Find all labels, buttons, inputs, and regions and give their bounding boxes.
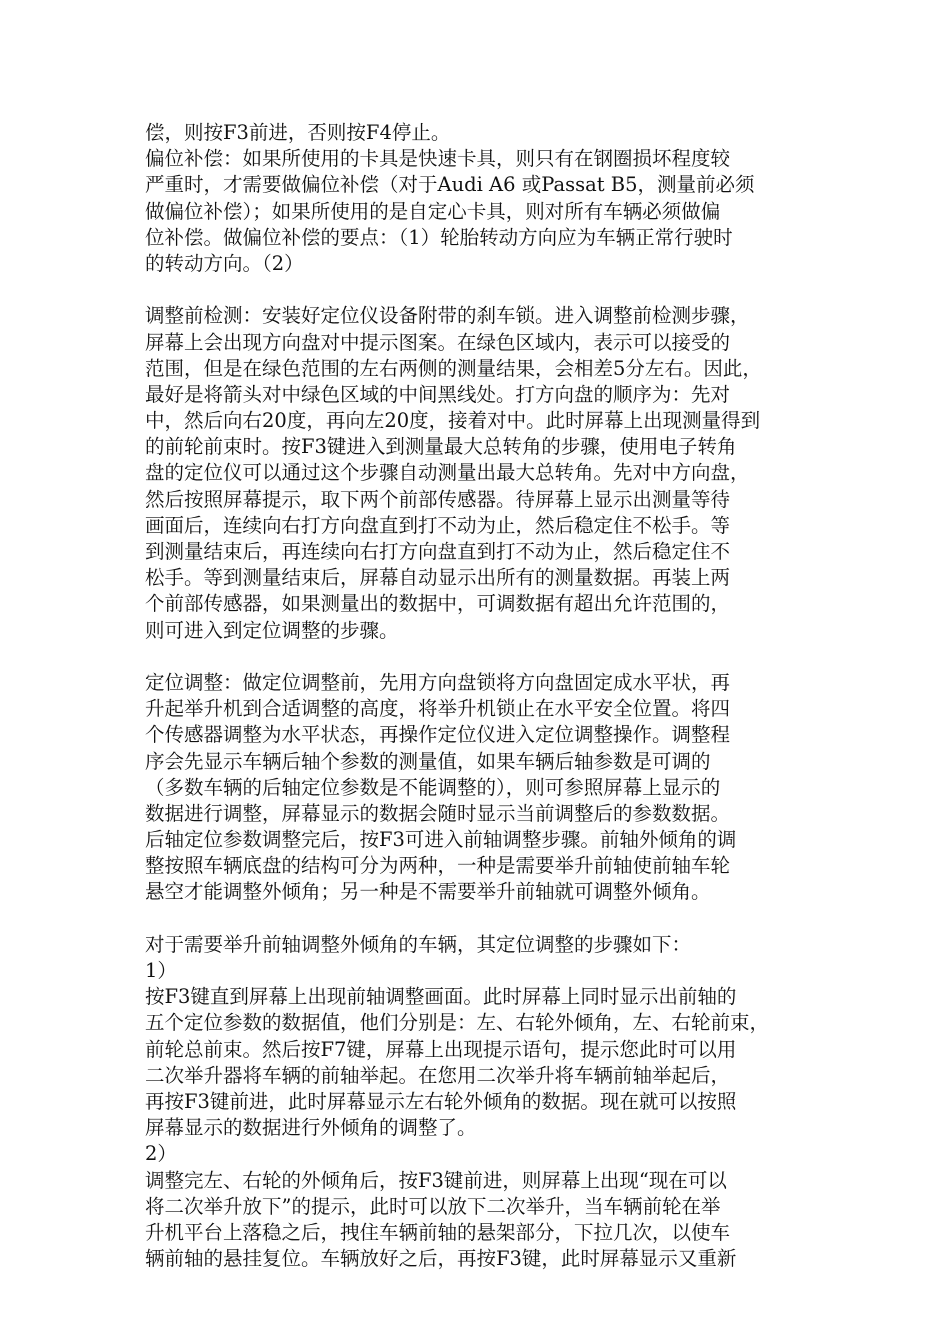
text-line: 最好是将箭头对中绿色区域的中间黑线处。打方向盘的顺序为：先对 <box>145 382 731 406</box>
text-line: 个传感器调整为水平状态，再操作定位仪进入定位调整操作。调整程 <box>145 723 731 747</box>
paragraph-1 <box>145 120 813 146</box>
paragraph-5 <box>145 932 813 1272</box>
text-line: 悬空才能调整外倾角；另一种是不需要举升前轴就可调整外倾角。 <box>145 880 711 904</box>
text-line: 五个定位参数的数据值，他们分别是：左、右轮外倾角，左、右轮前束， <box>145 1011 770 1035</box>
paragraph-4 <box>145 670 813 906</box>
text-line: 偏位补偿：如果所使用的卡具是快速卡具，则只有在钢圈损坏程度较 <box>145 147 731 171</box>
text-line: 2） <box>145 1142 177 1166</box>
text-line: 定位调整：做定位调整前，先用方向盘锁将方向盘固定成水平状，再 <box>145 670 731 694</box>
text-line: 整按照车辆底盘的结构可分为两种，一种是需要举升前轴使前轴车轮 <box>145 854 731 878</box>
text-line: 屏幕显示的数据进行外倾角的调整了。 <box>145 1116 477 1140</box>
paragraph-2 <box>145 146 813 277</box>
text-line: 二次举升器将车辆的前轴举起。在您用二次举升将车辆前轴举起后， <box>145 1063 731 1087</box>
text-line: （多数车辆的后轴定位参数是不能调整的），则可参照屏幕上显示的 <box>145 775 721 799</box>
text-line: 序会先显示车辆后轴个参数的测量值，如果车辆后轴参数是可调的 <box>145 749 711 773</box>
text-line: 盘的定位仪可以通过这个步骤自动测量出最大总转角。先对中方向盘， <box>145 461 750 485</box>
text-line: 则可进入到定位调整的步骤。 <box>145 618 399 642</box>
text-line: 按F3键直到屏幕上出现前轴调整画面。此时屏幕上同时显示出前轴的 <box>145 985 737 1009</box>
text-line: 升机平台上落稳之后，拽住车辆前轴的悬架部分，下拉几次，以使车 <box>145 1220 731 1244</box>
text-line: 辆前轴的悬挂复位。车辆放好之后，再按F3键，此时屏幕显示又重新 <box>145 1247 737 1271</box>
text-line: 的转动方向。（2） <box>145 251 304 275</box>
text-line: 的前轮前束时。按F3键进入到测量最大总转角的步骤，使用电子转角 <box>145 435 737 459</box>
text-line: 1） <box>145 959 177 982</box>
text-line: 做偏位补偿）；如果所使用的是自定心卡具，则对所有车辆必须做偏 <box>145 199 721 223</box>
text-line: 前轮总前束。然后按F7键，屏幕上出现提示语句，提示您此时可以用 <box>145 1037 737 1061</box>
text-line: 调整完左、右轮的外倾角后，按F3键前进，则屏幕上出现“现在可以 <box>145 1168 727 1192</box>
text-line: 松手。等到测量结束后，屏幕自动显示出所有的测量数据。再装上两 <box>145 566 731 590</box>
paragraph-gap <box>145 277 813 303</box>
text-line: 调整前检测：安装好定位仪设备附带的刹车锁。进入调整前检测步骤， <box>145 304 750 328</box>
text-line: 将二次举升放下”的提示，此时可以放下二次举升，当车辆前轮在举 <box>145 1194 721 1218</box>
text-line: 个前部传感器，如果测量出的数据中，可调数据有超出允许范围的， <box>145 592 731 616</box>
text-line: 位补偿。做偏位补偿的要点：（1）轮胎转动方向应为车辆正常行驶时 <box>145 225 733 249</box>
text-line: 对于需要举升前轴调整外倾角的车辆，其定位调整的步骤如下： <box>145 932 692 956</box>
text-line: 范围，但是在绿色范围的左右两侧的测量结果，会相差5分左右。因此， <box>145 356 762 380</box>
text-line: 升起举升机到合适调整的高度，将举升机锁止在水平安全位置。将四 <box>145 697 731 721</box>
text-line: 中，然后向右20度，再向左20度，接着对中。此时屏幕上出现测量得到 <box>145 409 761 433</box>
paragraph-gap <box>145 906 813 932</box>
text-line: 画面后，连续向右打方向盘直到打不动为止，然后稳定住不松手。等 <box>145 513 731 537</box>
text-line: 数据进行调整，屏幕显示的数据会随时显示当前调整后的参数数据。 <box>145 801 731 825</box>
text-line: 到测量结束后，再连续向右打方向盘直到打不动为止，然后稳定住不 <box>145 540 731 563</box>
text-line: 后轴定位参数调整完后，按F3可进入前轴调整步骤。前轴外倾角的调 <box>145 828 737 852</box>
text-line: 严重时，才需要做偏位补偿（对于Audi A6 或Passat B5，测量前必须 <box>145 173 755 197</box>
text-line: 然后按照屏幕提示，取下两个前部传感器。待屏幕上显示出测量等待 <box>145 487 731 511</box>
text-line: 屏幕上会出现方向盘对中提示图案。在绿色区域内，表示可以接受的 <box>145 330 731 354</box>
document-body <box>145 120 813 1272</box>
text-line: 再按F3键前进，此时屏幕显示左右轮外倾角的数据。现在就可以按照 <box>145 1089 737 1113</box>
paragraph-gap <box>145 644 813 670</box>
text-line: 偿，则按F3前进，否则按F4停止。 <box>145 121 451 144</box>
paragraph-3 <box>145 303 813 643</box>
